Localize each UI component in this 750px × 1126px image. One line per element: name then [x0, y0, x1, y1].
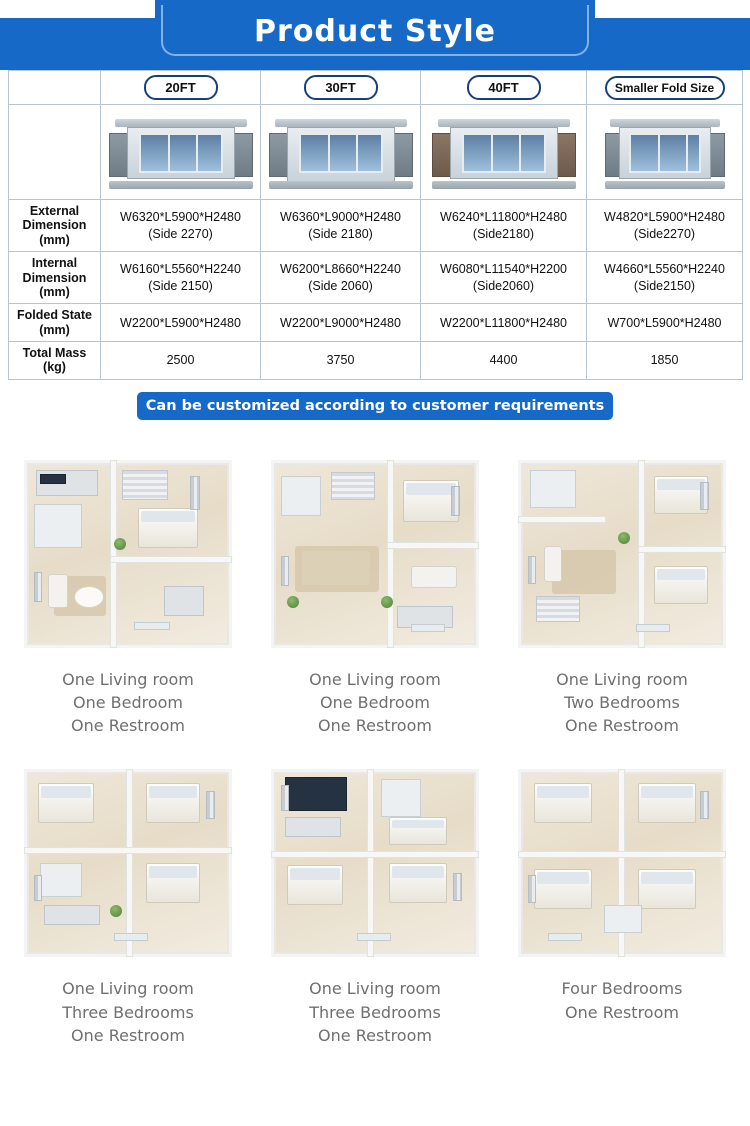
spec-table-image-row: [9, 105, 743, 200]
header-notch-left: [0, 0, 155, 18]
caption-3-line1: One Living room: [556, 669, 688, 689]
tab-cell-20ft[interactable]: [101, 71, 261, 105]
spec-table-wrapper: [0, 70, 750, 380]
caption-6-line2: One Restroom: [565, 1002, 679, 1022]
external-dimension-20ft: [101, 200, 261, 252]
container-house-40ft: [432, 109, 576, 195]
tab-cell-30ft[interactable]: [261, 71, 421, 105]
tab-row-spacer: [9, 71, 101, 105]
floor-plan-5: [261, 755, 489, 971]
row-label-folded-state: Folded State (mm): [9, 304, 101, 342]
tab-cell-40ft[interactable]: [421, 71, 587, 105]
header-notch-right: [595, 0, 750, 18]
customization-banner: Can be customized according to customer requirements: [137, 392, 613, 420]
total-mass-20ft: 2500: [101, 342, 261, 380]
external-dimension-40ft-side: (Side2180): [472, 226, 535, 241]
floor-plan-4: [14, 755, 242, 971]
internal-dimension-40ft-value: W6080*L11540*H2200: [440, 261, 567, 276]
caption-2-line2: One Bedroom: [319, 692, 431, 712]
caption-3-line3: One Restroom: [565, 716, 679, 736]
floor-plan-row-1: [14, 446, 736, 738]
caption-3-line2: Two Bedrooms: [564, 692, 680, 712]
caption-4-line2: Three Bedrooms: [62, 1002, 194, 1022]
external-dimension-20ft-side: (Side 2270): [148, 226, 213, 241]
image-row-spacer: [9, 105, 101, 200]
container-house-smaller-fold: [605, 109, 725, 195]
caption-4-line1: One Living room: [62, 979, 194, 999]
internal-dimension-30ft-side: (Side 2060): [308, 278, 373, 293]
row-total-mass: [9, 342, 743, 380]
floor-plan-card-5[interactable]: [261, 755, 489, 1047]
tab-20ft[interactable]: 20FT: [144, 75, 218, 100]
internal-dimension-20ft: [101, 252, 261, 304]
caption-1-line2: One Bedroom: [72, 692, 184, 712]
floor-plan-caption-1: [14, 668, 242, 738]
row-external-dimension: [9, 200, 743, 252]
caption-1-line3: One Restroom: [71, 716, 185, 736]
container-house-20ft: [109, 109, 253, 195]
page-title: Product Style: [254, 13, 496, 49]
internal-dimension-smaller-fold-value: W4660*L5560*H2240: [604, 261, 725, 276]
spec-table-tab-row: [9, 71, 743, 105]
floor-plan-caption-4: [14, 977, 242, 1047]
external-dimension-smaller-fold-side: (Side2270): [633, 226, 696, 241]
internal-dimension-40ft: [421, 252, 587, 304]
floor-plan-caption-3: [508, 668, 736, 738]
external-dimension-40ft: [421, 200, 587, 252]
caption-2-line3: One Restroom: [318, 716, 432, 736]
total-mass-smaller-fold: 1850: [587, 342, 743, 380]
external-dimension-30ft-side: (Side 2180): [308, 226, 373, 241]
caption-2-line1: One Living room: [309, 669, 441, 689]
row-label-external-dimension: External Dimension (mm): [9, 200, 101, 252]
caption-4-line3: One Restroom: [71, 1025, 185, 1045]
caption-6-line1: Four Bedrooms: [561, 979, 683, 999]
spec-table: [8, 70, 743, 380]
floor-plan-1: [14, 446, 242, 662]
external-dimension-40ft-value: W6240*L11800*H2480: [440, 209, 567, 224]
product-image-cell-smaller-fold: [587, 105, 743, 200]
floor-plan-caption-2: [261, 668, 489, 738]
folded-state-20ft: W2200*L5900*H2480: [101, 304, 261, 342]
folded-state-30ft: W2200*L9000*H2480: [261, 304, 421, 342]
floor-plan-caption-6: [508, 977, 736, 1023]
floor-plan-card-6[interactable]: [508, 755, 736, 1047]
product-image-cell-40ft: [421, 105, 587, 200]
internal-dimension-smaller-fold: [587, 252, 743, 304]
internal-dimension-20ft-value: W6160*L5560*H2240: [120, 261, 241, 276]
header-plate: [155, 0, 595, 62]
row-folded-state: [9, 304, 743, 342]
tab-cell-smaller-fold[interactable]: [587, 71, 743, 105]
caption-1-line1: One Living room: [62, 669, 194, 689]
tab-30ft[interactable]: 30FT: [304, 75, 378, 100]
floor-plan-card-1[interactable]: [14, 446, 242, 738]
internal-dimension-30ft-value: W6200*L8660*H2240: [280, 261, 401, 276]
folded-state-40ft: W2200*L11800*H2480: [421, 304, 587, 342]
floor-plan-card-3[interactable]: [508, 446, 736, 738]
external-dimension-30ft-value: W6360*L9000*H2480: [280, 209, 401, 224]
floor-plan-gallery: [0, 446, 750, 1047]
tab-smaller-fold-size[interactable]: Smaller Fold Size: [605, 76, 725, 100]
caption-5-line1: One Living room: [309, 979, 441, 999]
floor-plan-2: [261, 446, 489, 662]
caption-5-line2: Three Bedrooms: [309, 1002, 441, 1022]
container-house-30ft: [269, 109, 413, 195]
internal-dimension-30ft: [261, 252, 421, 304]
caption-5-line3: One Restroom: [318, 1025, 432, 1045]
external-dimension-smaller-fold: [587, 200, 743, 252]
internal-dimension-40ft-side: (Side2060): [472, 278, 535, 293]
floor-plan-card-2[interactable]: [261, 446, 489, 738]
row-label-internal-dimension: Internal Dimension (mm): [9, 252, 101, 304]
total-mass-40ft: 4400: [421, 342, 587, 380]
product-image-cell-20ft: [101, 105, 261, 200]
floor-plan-3: [508, 446, 736, 662]
row-label-total-mass: Total Mass (kg): [9, 342, 101, 380]
product-image-cell-30ft: [261, 105, 421, 200]
internal-dimension-20ft-side: (Side 2150): [148, 278, 213, 293]
total-mass-30ft: 3750: [261, 342, 421, 380]
floor-plan-row-2: [14, 755, 736, 1047]
external-dimension-20ft-value: W6320*L5900*H2480: [120, 209, 241, 224]
floor-plan-6: [508, 755, 736, 971]
external-dimension-30ft: [261, 200, 421, 252]
tab-40ft[interactable]: 40FT: [467, 75, 541, 100]
floor-plan-caption-5: [261, 977, 489, 1047]
internal-dimension-smaller-fold-side: (Side2150): [633, 278, 696, 293]
row-internal-dimension: [9, 252, 743, 304]
page-header: [0, 0, 750, 70]
folded-state-smaller-fold: W700*L5900*H2480: [587, 304, 743, 342]
floor-plan-card-4[interactable]: [14, 755, 242, 1047]
external-dimension-smaller-fold-value: W4820*L5900*H2480: [604, 209, 725, 224]
